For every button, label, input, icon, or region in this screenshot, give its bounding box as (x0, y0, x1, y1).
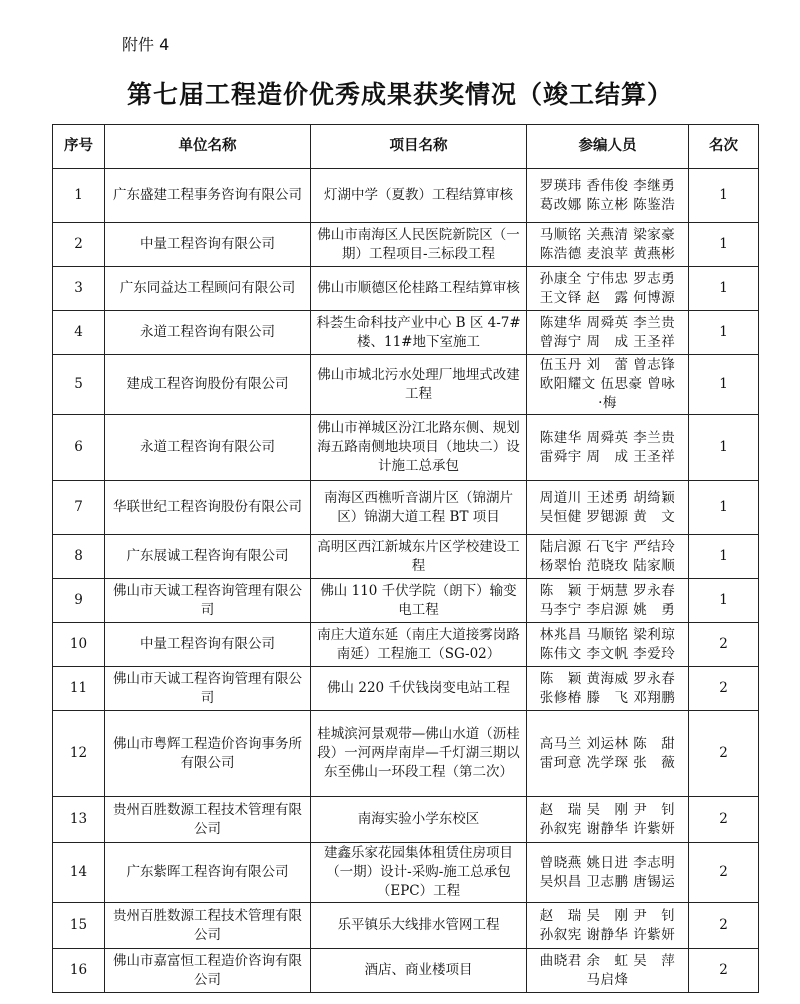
staff-list-cell (527, 903, 689, 949)
staff-list-cell (527, 267, 689, 311)
column-header-rank: 名次 (689, 125, 759, 169)
staff-line: 张修椿 滕 飞 邓翔鹏 (539, 689, 676, 706)
row-number-cell: 15 (53, 903, 105, 949)
unit-name-cell: 广东同益达工程顾问有限公司 (105, 267, 311, 311)
table-row (53, 535, 759, 579)
table-row (53, 311, 759, 355)
unit-name-cell: 中量工程咨询有限公司 (105, 223, 311, 267)
unit-name-cell: 佛山市天诚工程咨询管理有限公司 (105, 579, 311, 623)
table-row (53, 949, 759, 993)
staff-line: 陈 颖 黄海威 罗永春 (539, 670, 676, 687)
row-number-cell: 5 (53, 355, 105, 415)
column-header-unit: 单位名称 (105, 125, 311, 169)
staff-line: 高马兰 刘运林 陈 甜 (539, 735, 676, 752)
project-name-cell: 佛山市顺德区伦桂路工程结算审核 (311, 267, 527, 311)
staff-line: 伍玉丹 刘 蕾 曾志锋 (539, 357, 676, 373)
rank-cell: 2 (689, 903, 759, 949)
project-name-cell: 乐平镇乐大线排水管网工程 (311, 903, 527, 949)
rank-cell: 1 (689, 415, 759, 481)
staff-list-cell (527, 579, 689, 623)
table-row (53, 797, 759, 843)
unit-name-cell: 贵州百胜数源工程技术管理有限公司 (105, 903, 311, 949)
unit-name-cell: 广东紫晖工程咨询有限公司 (105, 843, 311, 903)
row-number-cell: 7 (53, 481, 105, 535)
staff-line: 雷舜宇 周 成 王圣祥 (539, 448, 676, 465)
staff-line: 马顺铭 关燕清 梁家豪 (539, 226, 676, 243)
staff-list-cell (527, 355, 689, 415)
rank-cell: 1 (689, 267, 759, 311)
staff-line: 王文铎 赵 露 何博源 (539, 289, 676, 306)
staff-list-cell (527, 949, 689, 993)
staff-line: 罗瑛玮 香伟俊 李继勇 (539, 177, 676, 194)
staff-line: 陆启源 石飞宇 严结玲 (539, 538, 676, 555)
staff-list-cell (527, 843, 689, 903)
staff-line: 杨翠怡 范晓玫 陆家顺 (539, 557, 676, 574)
rank-cell: 1 (689, 535, 759, 579)
staff-line: 陈建华 周舜英 李兰贵 (539, 429, 676, 446)
unit-name-cell: 中量工程咨询有限公司 (105, 623, 311, 667)
staff-list-cell (527, 311, 689, 355)
staff-line: 葛改娜 陈立彬 陈鉴浩 (539, 196, 676, 213)
row-number-cell: 9 (53, 579, 105, 623)
table-row (53, 903, 759, 949)
staff-line: 曲晓君 余 虹 吴 萍 (539, 952, 676, 969)
staff-list-cell (527, 169, 689, 223)
rank-cell: 2 (689, 843, 759, 903)
unit-name-cell: 贵州百胜数源工程技术管理有限公司 (105, 797, 311, 843)
project-name-cell: 南海实验小学东校区 (311, 797, 527, 843)
staff-line: 陈建华 周舜英 李兰贵 (539, 314, 676, 331)
rank-cell: 2 (689, 949, 759, 993)
rank-cell: 1 (689, 169, 759, 223)
unit-name-cell: 佛山市嘉富恒工程造价咨询有限公司 (105, 949, 311, 993)
header-row (53, 125, 759, 169)
staff-list-cell (527, 223, 689, 267)
unit-name-cell: 建成工程咨询股份有限公司 (105, 355, 311, 415)
project-name-cell: 建鑫乐家花园集体租赁住房项目（一期）设计-采购-施工总承包（EPC）工程 (311, 843, 527, 903)
project-name-cell: 高明区西江新城东片区学校建设工程 (311, 535, 527, 579)
staff-list-cell (527, 711, 689, 797)
unit-name-cell: 华联世纪工程咨询股份有限公司 (105, 481, 311, 535)
unit-name-cell: 广东展诚工程咨询有限公司 (105, 535, 311, 579)
table-row (53, 623, 759, 667)
staff-line: 吴恒健 罗锶源 黄 文 (539, 508, 676, 525)
project-name-cell: 灯湖中学（夏教）工程结算审核 (311, 169, 527, 223)
table-row (53, 169, 759, 223)
attachment-label: 附件 4 (122, 35, 170, 54)
row-number-cell: 13 (53, 797, 105, 843)
rank-cell: 2 (689, 711, 759, 797)
row-number-cell: 2 (53, 223, 105, 267)
staff-list-cell (527, 667, 689, 711)
document-title: 第七届工程造价优秀成果获奖情况（竣工结算） (126, 80, 673, 109)
table-row (53, 355, 759, 415)
staff-line: 陈浩德 麦浪苹 黄燕彬 (539, 245, 676, 262)
project-name-cell: 酒店、商业楼项目 (311, 949, 527, 993)
unit-name-cell: 佛山市粤辉工程造价咨询事务所有限公司 (105, 711, 311, 797)
table-row (53, 711, 759, 797)
column-header-no: 序号 (53, 125, 105, 169)
row-number-cell: 3 (53, 267, 105, 311)
row-number-cell: 16 (53, 949, 105, 993)
staff-line: 吴炽昌 卫志鹏 唐锡运 (539, 873, 676, 890)
rank-cell: 2 (689, 667, 759, 711)
unit-name-cell: 佛山市天诚工程咨询管理有限公司 (105, 667, 311, 711)
row-number-cell: 10 (53, 623, 105, 667)
unit-name-cell: 永道工程咨询有限公司 (105, 311, 311, 355)
unit-name-cell: 永道工程咨询有限公司 (105, 415, 311, 481)
row-number-cell: 8 (53, 535, 105, 579)
staff-line: 赵 瑞 吴 刚 尹 钊 (539, 907, 676, 924)
awards-table (52, 124, 759, 993)
project-name-cell: 南庄大道东延（南庄大道接雾岗路南延）工程施工（SG-02） (311, 623, 527, 667)
staff-line: 马启烽 (586, 971, 629, 988)
staff-line: 曾晓燕 姚日进 李志明 (539, 854, 676, 871)
project-name-cell: 佛山市城北污水处理厂地埋式改建工程 (311, 355, 527, 415)
project-name-cell: 南海区西樵听音湖片区（锦湖片区）锦湖大道工程 BT 项目 (311, 481, 527, 535)
unit-name-cell: 广东盛建工程事务咨询有限公司 (105, 169, 311, 223)
table-row (53, 481, 759, 535)
staff-line: 赵 瑞 吴 刚 尹 钊 (539, 801, 676, 818)
project-name-cell: 科荟生命科技产业中心 B 区 4-7#楼、11#地下室施工 (311, 311, 527, 355)
row-number-cell: 1 (53, 169, 105, 223)
rank-cell: 1 (689, 311, 759, 355)
rank-cell: 1 (689, 355, 759, 415)
staff-line: 孙康全 宁伟忠 罗志勇 (539, 270, 676, 287)
table-row (53, 223, 759, 267)
rank-cell: 1 (689, 223, 759, 267)
staff-line: 曾海宁 周 成 王圣祥 (539, 333, 676, 350)
staff-line: 欧阳耀文 伍思豪 曾咏 (539, 376, 676, 392)
staff-line: 雷珂意 冼学琛 张 薇 (539, 754, 676, 771)
project-name-cell: 桂城滨河景观带—佛山水道（沥桂段）一河两岸南岸—千灯湖三期以东至佛山一环段工程（第二次） (311, 711, 527, 797)
staff-line: 马李宁 李启源 姚 勇 (539, 601, 676, 618)
table-row (53, 843, 759, 903)
rank-cell: 1 (689, 579, 759, 623)
staff-list-cell (527, 481, 689, 535)
rank-cell: 2 (689, 797, 759, 843)
staff-line: ·梅 (598, 395, 617, 411)
column-header-staff: 参编人员 (527, 125, 689, 169)
column-header-project: 项目名称 (311, 125, 527, 169)
table-body (53, 169, 759, 993)
table-row (53, 267, 759, 311)
staff-list-cell (527, 797, 689, 843)
table-row (53, 415, 759, 481)
staff-line: 孙叙宪 谢静华 许紫妍 (539, 926, 676, 943)
project-name-cell: 佛山市南海区人民医院新院区（一期）工程项目-三标段工程 (311, 223, 527, 267)
row-number-cell: 11 (53, 667, 105, 711)
row-number-cell: 14 (53, 843, 105, 903)
staff-line: 陈伟文 李文帆 李爱玲 (539, 645, 676, 662)
row-number-cell: 6 (53, 415, 105, 481)
row-number-cell: 12 (53, 711, 105, 797)
staff-line: 陈 颖 于炳慧 罗永春 (539, 582, 676, 599)
project-name-cell: 佛山 110 千伏学院（朗下）输变电工程 (311, 579, 527, 623)
table-row (53, 667, 759, 711)
staff-list-cell (527, 415, 689, 481)
rank-cell: 2 (689, 623, 759, 667)
staff-list-cell (527, 535, 689, 579)
staff-line: 林兆昌 马顺铭 梁利琼 (539, 626, 676, 643)
staff-list-cell (527, 623, 689, 667)
staff-line: 周道川 王述勇 胡绮颖 (539, 489, 676, 506)
table-row (53, 579, 759, 623)
rank-cell: 1 (689, 481, 759, 535)
project-name-cell: 佛山 220 千伏钱岗变电站工程 (311, 667, 527, 711)
staff-line: 孙叙宪 谢静华 许紫妍 (539, 820, 676, 837)
row-number-cell: 4 (53, 311, 105, 355)
project-name-cell: 佛山市禅城区汾江北路东侧、规划海五路南侧地块项目（地块二）设计施工总承包 (311, 415, 527, 481)
